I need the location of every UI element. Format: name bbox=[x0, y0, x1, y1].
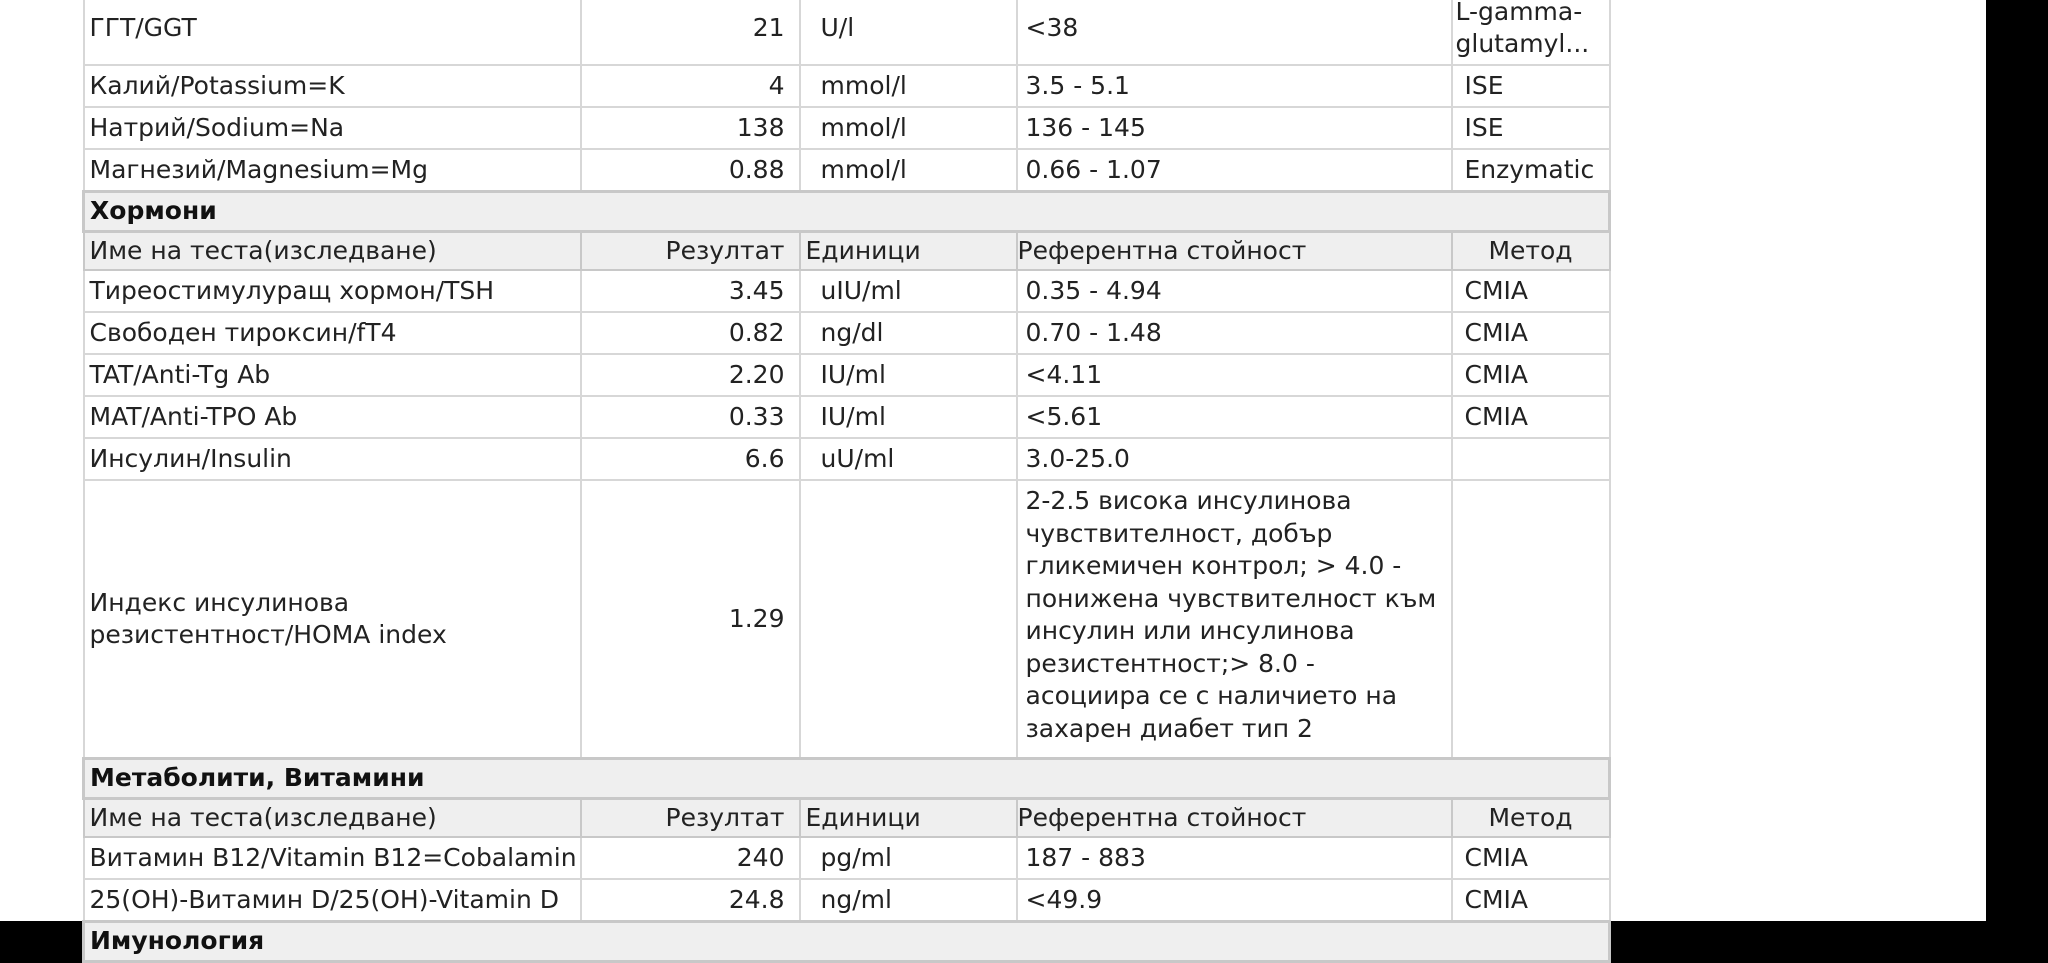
test-method: L-gamma-glutamyl... bbox=[1452, 0, 1610, 65]
test-result: 6.6 bbox=[581, 438, 800, 480]
table-row bbox=[84, 879, 1610, 922]
test-method: ISE bbox=[1452, 65, 1610, 107]
table-row bbox=[84, 65, 1610, 107]
test-reference: 0.66 - 1.07 bbox=[1017, 149, 1452, 192]
test-result: 4 bbox=[581, 65, 800, 107]
col-header-reference: Референтна стойност bbox=[1017, 798, 1452, 837]
test-name: Инсулин/Insulin bbox=[84, 438, 581, 480]
test-method: CMIA bbox=[1452, 879, 1610, 922]
section-header-metabolites bbox=[84, 759, 1610, 799]
test-units: mmol/l bbox=[800, 65, 1017, 107]
test-method: Enzymatic bbox=[1452, 149, 1610, 192]
test-units: mmol/l bbox=[800, 107, 1017, 149]
table-row bbox=[84, 837, 1610, 879]
test-units: U/l bbox=[800, 0, 1017, 65]
test-reference: 3.0-25.0 bbox=[1017, 438, 1452, 480]
test-units: IU/ml bbox=[800, 354, 1017, 396]
test-result: 21 bbox=[581, 0, 800, 65]
test-name: TAT/Anti-Tg Ab bbox=[84, 354, 581, 396]
col-header-units: Единици bbox=[800, 798, 1017, 837]
test-name: Витамин B12/Vitamin B12=Cobalamin bbox=[84, 837, 581, 879]
test-result: 240 bbox=[581, 837, 800, 879]
test-result: 0.82 bbox=[581, 312, 800, 354]
test-units: mmol/l bbox=[800, 149, 1017, 192]
test-method: CMIA bbox=[1452, 354, 1610, 396]
test-reference: 0.70 - 1.48 bbox=[1017, 312, 1452, 354]
table-row bbox=[84, 0, 1610, 65]
test-name: Индекс инсулинова резистентност/HOMA index bbox=[84, 480, 581, 759]
test-reference: <5.61 bbox=[1017, 396, 1452, 438]
test-name: MAT/Anti-TPO Ab bbox=[84, 396, 581, 438]
col-header-units: Единици bbox=[800, 231, 1017, 270]
section-header-immunology bbox=[84, 922, 1610, 962]
test-reference: 187 - 883 bbox=[1017, 837, 1452, 879]
test-units: uIU/ml bbox=[800, 270, 1017, 312]
test-result: 0.88 bbox=[581, 149, 800, 192]
test-result: 1.29 bbox=[581, 480, 800, 759]
test-result: 3.45 bbox=[581, 270, 800, 312]
test-reference: 0.35 - 4.94 bbox=[1017, 270, 1452, 312]
test-result: 0.33 bbox=[581, 396, 800, 438]
test-method: CMIA bbox=[1452, 837, 1610, 879]
test-units: pg/ml bbox=[800, 837, 1017, 879]
section-title: Хормони bbox=[84, 192, 1610, 232]
test-reference: 3.5 - 5.1 bbox=[1017, 65, 1452, 107]
test-reference: <49.9 bbox=[1017, 879, 1452, 922]
table-row bbox=[84, 438, 1610, 480]
test-name: Магнезий/Magnesium=Mg bbox=[84, 149, 581, 192]
col-header-reference: Референтна стойност bbox=[1017, 231, 1452, 270]
test-units: uU/ml bbox=[800, 438, 1017, 480]
col-header-method: Метод bbox=[1452, 798, 1610, 837]
table-row bbox=[84, 354, 1610, 396]
table-row bbox=[84, 107, 1610, 149]
test-method: CMIA bbox=[1452, 270, 1610, 312]
test-units bbox=[800, 480, 1017, 759]
test-name: Натрий/Sodium=Na bbox=[84, 107, 581, 149]
test-name: 25(OH)-Витамин D/25(OH)-Vitamin D bbox=[84, 879, 581, 922]
test-name: ГГТ/GGT bbox=[84, 0, 581, 65]
test-name: Калий/Potassium=K bbox=[84, 65, 581, 107]
table-row bbox=[84, 149, 1610, 192]
col-header-name: Име на теста(изследване) bbox=[84, 798, 581, 837]
test-name: Тиреостимулуращ хормон/TSH bbox=[84, 270, 581, 312]
table-row bbox=[84, 396, 1610, 438]
test-units: ng/ml bbox=[800, 879, 1017, 922]
section-title: Метаболити, Витамини bbox=[84, 759, 1610, 799]
col-header-method: Метод bbox=[1452, 231, 1610, 270]
test-reference: 2-2.5 висока инсулинова чувствителност, добър гликемичен контрол; > 4.0 - понижена чувствителност към инсулин или инсулинова резистентност;> 8.0 - асоциира се с наличието на захарен диабет тип 2 bbox=[1017, 480, 1452, 759]
col-header-result: Резултат bbox=[581, 231, 800, 270]
col-header-result: Резултат bbox=[581, 798, 800, 837]
test-units: IU/ml bbox=[800, 396, 1017, 438]
test-result: 24.8 bbox=[581, 879, 800, 922]
section-title: Имунология bbox=[84, 922, 1610, 962]
column-header-row bbox=[84, 231, 1610, 270]
table-row bbox=[84, 312, 1610, 354]
test-result: 2.20 bbox=[581, 354, 800, 396]
table-row bbox=[84, 270, 1610, 312]
test-units: ng/dl bbox=[800, 312, 1017, 354]
test-name: Свободен тироксин/fT4 bbox=[84, 312, 581, 354]
test-reference: <4.11 bbox=[1017, 354, 1452, 396]
test-method bbox=[1452, 438, 1610, 480]
table-row bbox=[84, 480, 1610, 759]
test-method bbox=[1452, 480, 1610, 759]
test-result: 138 bbox=[581, 107, 800, 149]
section-header-hormones bbox=[84, 192, 1610, 232]
test-method: ISE bbox=[1452, 107, 1610, 149]
col-header-name: Име на теста(изследване) bbox=[84, 231, 581, 270]
lab-results-table bbox=[82, 0, 1611, 963]
test-method: CMIA bbox=[1452, 312, 1610, 354]
test-method: CMIA bbox=[1452, 396, 1610, 438]
column-header-row bbox=[84, 798, 1610, 837]
test-reference: <38 bbox=[1017, 0, 1452, 65]
test-reference: 136 - 145 bbox=[1017, 107, 1452, 149]
